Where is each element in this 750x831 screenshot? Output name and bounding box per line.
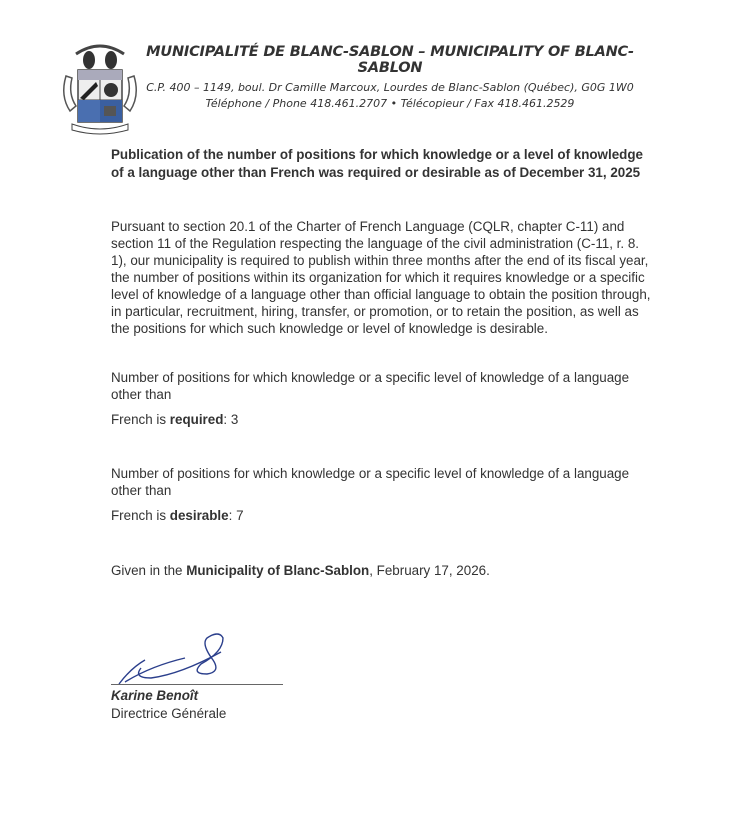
desirable-lead-text: Number of positions for which knowledge or a specific level of knowledge of a language other than <box>111 466 630 498</box>
desirable-count-line <box>111 507 651 524</box>
signatory-title: Directrice Générale <box>111 706 227 721</box>
desirable-suffix: : <box>228 508 237 523</box>
given-prefix: Given in the <box>111 563 187 578</box>
signatory-name: Karine Benoît <box>111 688 199 703</box>
required-prefix: French is <box>111 412 170 427</box>
desirable-count: 7 <box>236 508 244 523</box>
coat-of-arms-icon <box>56 36 144 136</box>
required-count-line <box>111 411 651 428</box>
contact-info: Téléphone / Phone 418.461.2707 • Télécopieur / Fax 418.461.2529 <box>205 97 575 110</box>
address: C.P. 400 – 1149, boul. Dr Camille Marcoux, Lourdes de Blanc-Sablon (Québec), G0G 1W0 <box>146 81 634 94</box>
desirable-positions-block <box>111 465 651 524</box>
required-suffix: : <box>223 412 231 427</box>
required-keyword: required <box>169 412 224 427</box>
signature <box>111 630 291 685</box>
publication-title: Publication of the number of positions for which knowledge or a level of knowledge of a language other than French was required or desirable as of December 31, 2025 <box>111 147 643 180</box>
municipality-name: MUNICIPALITÉ DE BLANC-SABLON – MUNICIPALITY OF BLANC-SABLON <box>146 44 634 76</box>
letterhead <box>140 44 640 112</box>
given-place: Municipality of Blanc-Sablon <box>186 563 370 578</box>
required-count: 3 <box>230 412 239 427</box>
required-lead-text: Number of positions for which knowledge or a specific level of knowledge of a language other than <box>111 370 630 402</box>
signature-line <box>111 684 283 685</box>
given-date: , February 17, 2026. <box>369 563 490 578</box>
required-positions-block <box>111 369 651 428</box>
desirable-prefix: French is <box>111 508 170 523</box>
given-statement <box>111 563 490 578</box>
intro-paragraph: Pursuant to section 20.1 of the Charter of French Language (CQLR, chapter C-11) and section 11 of the Regulation respecting the language of the civil administration (C-11, r. 8. 1), our municipality is required to publish within three months after the end of its fiscal year, the number of positions within its organization for which it requires knowledge or a specific level of knowledge of a language other than official language to obtain the position through, in particular, recruitment, hiring, transfer, or promotion, or to retain the position, as well as the positions for which such knowledge or level of knowledge is desirable. <box>111 219 651 336</box>
handwritten-signature-icon <box>111 630 291 685</box>
desirable-keyword: desirable <box>169 508 229 523</box>
municipal-logo <box>56 36 144 136</box>
